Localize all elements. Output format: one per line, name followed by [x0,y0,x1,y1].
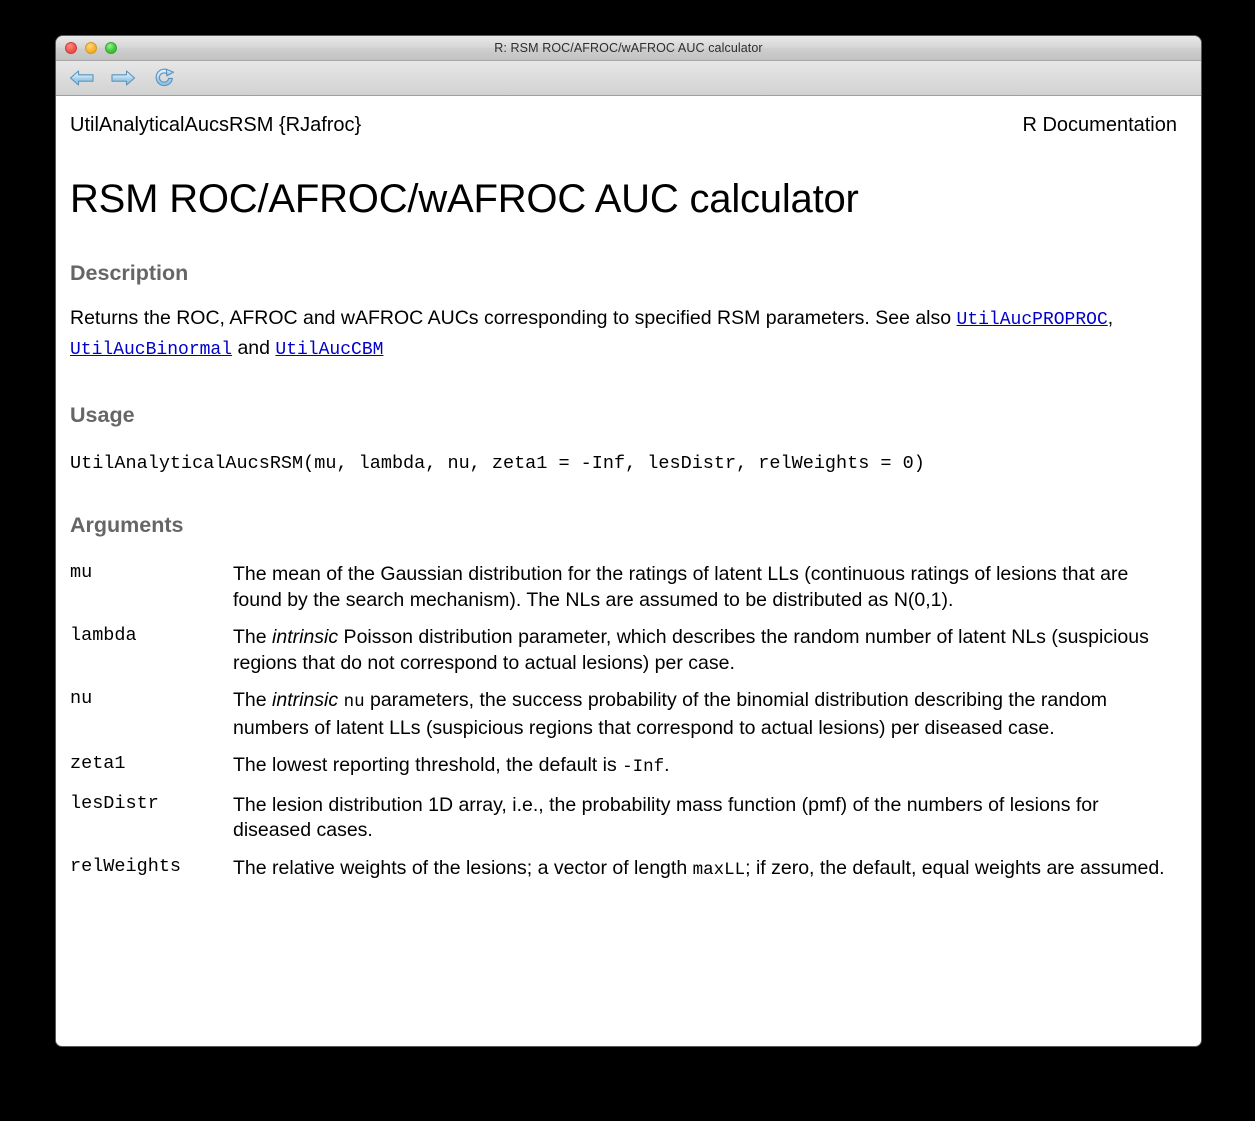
zoom-button[interactable] [105,42,117,54]
argument-description: The lowest reporting threshold, the default is -Inf. [233,754,670,777]
doc-topic-name: UtilAnalyticalAucsRSM {RJafroc} [70,114,362,136]
minimize-button[interactable] [85,42,97,54]
browser-window [56,36,1201,1046]
document-content [56,96,1201,1045]
link-utilaucproproc[interactable]: UtilAucPROPROC [956,310,1108,330]
argument-description: The relative weights of the lesions; a vector of length maxLL; if zero, the default, equal weights are assumed. [233,856,1165,880]
argument-description: The lesion distribution 1D array, i.e., the probability mass function (pmf) of the numbers of lesions for diseased cases. [233,793,1099,841]
back-arrow-icon [69,68,95,88]
argument-description: The mean of the Gaussian distribution for the ratings of latent LLs (continuous ratings of lesions that are found by the search mechanism). The NLs are assumed to be distributed as N(0,1). [233,563,1129,611]
table-row [70,793,1170,856]
reload-icon [152,67,176,89]
argument-name: mu [70,562,93,583]
argument-name: lesDistr [70,792,159,814]
table-row [70,688,1170,753]
usage-heading: Usage [70,403,135,427]
argument-name: zeta1 [70,753,126,774]
reload-button[interactable] [150,65,178,91]
description-paragraph [70,304,1145,364]
arguments-table [70,562,1170,895]
arguments-table-body [70,562,1170,895]
argument-name: relWeights [70,855,182,877]
table-row [70,625,1170,688]
arguments-heading: Arguments [70,513,184,537]
forward-arrow-icon [110,68,136,88]
description-heading: Description [70,261,189,285]
link-separator-2: and [232,337,276,359]
table-row [70,753,1170,793]
usage-code-block: UtilAnalyticalAucsRSM(mu, lambda, nu, zeta1 = -Inf, lesDistr, relWeights = 0) [70,453,925,474]
page-title: RSM ROC/AFROC/wAFROC AUC calculator [70,177,859,221]
window-controls [65,36,117,60]
back-button[interactable] [68,65,96,91]
close-button[interactable] [65,42,77,54]
link-utilaucbinormal[interactable]: UtilAucBinormal [70,340,233,360]
description-text: Returns the ROC, AFROC and wAFROC AUCs corresponding to specified RSM parameters. See also [70,307,957,329]
argument-description: The intrinsic nu parameters, the success probability of the binomial distribution describing the random numbers of latent LLs (suspicious regions that correspond to actual lesions) per diseased case. [233,689,1108,739]
doc-header [70,114,1179,137]
argument-name: lambda [70,625,137,646]
table-row [70,856,1170,896]
link-separator-1: , [1107,307,1114,329]
forward-button[interactable] [109,65,137,91]
table-row [70,562,1170,625]
window-titlebar [56,36,1201,61]
browser-toolbar [56,61,1201,96]
window-title: R: RSM ROC/AFROC/wAFROC AUC calculator [494,41,763,55]
doc-type-label: R Documentation [1022,114,1177,136]
argument-description: The intrinsic Poisson distribution parameter, which describes the random number of latent NLs (suspicious regions that do not correspond to actual lesions) per case. [233,626,1149,674]
argument-name: nu [70,688,93,709]
link-utilauccbm[interactable]: UtilAucCBM [275,340,384,360]
